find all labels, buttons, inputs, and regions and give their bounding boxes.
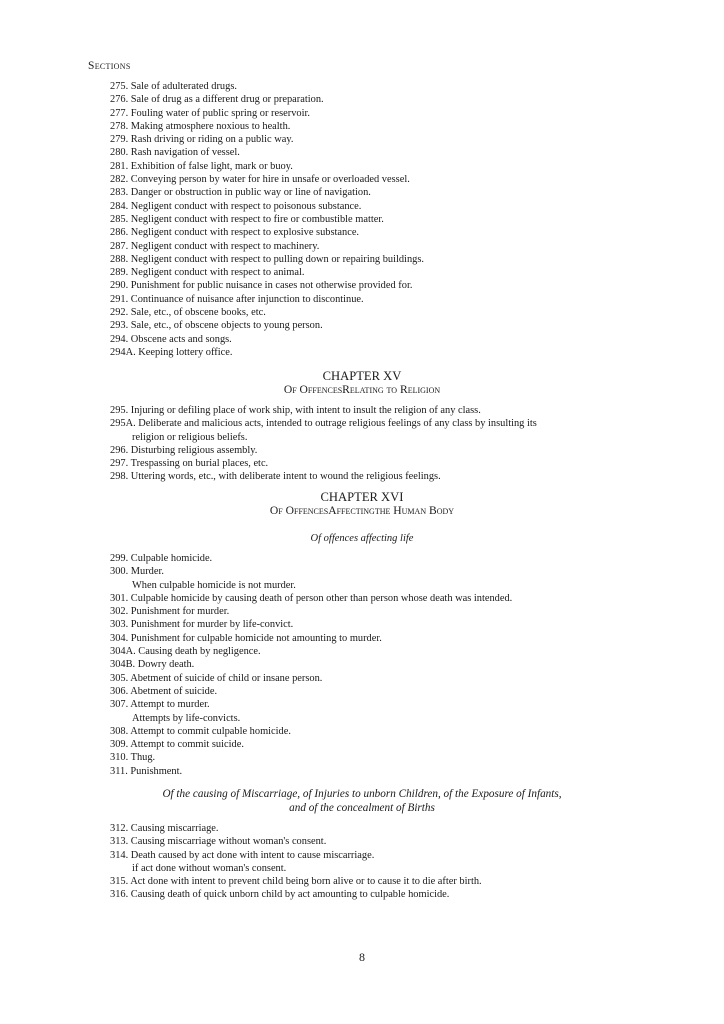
chapter-title: Of OffencesRelating to Religion xyxy=(283,383,441,396)
section-item: 305. Abetment of suicide of child or insane person. xyxy=(110,672,323,684)
section-item: 291. Continuance of nuisance after injunction to discontinue. xyxy=(110,293,364,305)
section-item: 316. Causing death of quick unborn child by act amounting to culpable homicide. xyxy=(110,889,450,901)
section-item: 310. Thug. xyxy=(110,752,156,764)
section-item-continuation: religion or religious beliefs. xyxy=(132,431,248,443)
section-item: 283. Danger or obstruction in public way or line of navigation. xyxy=(110,187,371,199)
section-item-continuation: if act done without woman's consent. xyxy=(132,862,287,874)
chapter-number: CHAPTER XVI xyxy=(320,490,404,504)
section-item-continuation: When culpable homicide is not murder. xyxy=(132,579,296,591)
section-item: 293. Sale, etc., of obscene objects to young person. xyxy=(110,320,323,332)
section-item: 300. Murder. xyxy=(110,566,164,578)
section-item: 276. Sale of drug as a different drug or preparation. xyxy=(110,94,324,106)
section-item: 286. Negligent conduct with respect to explosive substance. xyxy=(110,227,360,239)
section-item: 285. Negligent conduct with respect to fire or combustible matter. xyxy=(110,213,384,225)
section-item: 295A. Deliberate and malicious acts, intended to outrage religious feelings of any class by insulting its xyxy=(110,418,537,430)
section-item: 308. Attempt to commit culpable homicide. xyxy=(110,725,291,737)
section-item: 289. Negligent conduct with respect to animal. xyxy=(110,267,305,279)
section-item: 298. Uttering words, etc., with deliberate intent to wound the religious feelings. xyxy=(110,471,441,483)
section-item: 282. Conveying person by water for hire in unsafe or overloaded vessel. xyxy=(110,174,410,186)
section-item: 314. Death caused by act done with intent to cause miscarriage. xyxy=(110,849,375,861)
section-item: 315. Act done with intent to prevent child being born alive or to cause it to die after birth. xyxy=(110,876,482,888)
section-item: 306. Abetment of suicide. xyxy=(110,685,218,697)
section-item: 279. Rash driving or riding on a public way. xyxy=(110,134,294,146)
chapter-title: Of OffencesAffectingthe Human Body xyxy=(269,504,455,517)
chapter-xv-heading xyxy=(0,369,724,397)
section-item: 312. Causing miscarriage. xyxy=(110,823,219,834)
section-item: 294A. Keeping lottery office. xyxy=(110,346,233,358)
section-list-religion xyxy=(110,404,630,484)
section-item: 304B. Dowry death. xyxy=(110,659,195,671)
section-item: 302. Punishment for murder. xyxy=(110,606,230,618)
section-item: 296. Disturbing religious assembly. xyxy=(110,444,258,456)
section-item: 281. Exhibition of false light, mark or buoy. xyxy=(110,160,293,172)
section-item: 292. Sale, etc., of obscene books, etc. xyxy=(110,307,266,319)
chapter-number: CHAPTER XV xyxy=(322,369,402,383)
section-item: 284. Negligent conduct with respect to poisonous substance. xyxy=(110,200,362,212)
section-item-continuation: Attempts by life-convicts. xyxy=(132,712,241,724)
section-item: 294. Obscene acts and songs. xyxy=(110,333,232,345)
section-list-nuisance xyxy=(110,80,630,359)
section-item: 301. Culpable homicide by causing death of person other than person whose death was intended. xyxy=(110,592,513,604)
section-list-life xyxy=(110,552,630,778)
section-list-miscarriage xyxy=(110,822,630,902)
section-item: 280. Rash navigation of vessel. xyxy=(110,147,240,159)
section-item: 304. Punishment for culpable homicide not amounting to murder. xyxy=(110,632,382,644)
section-item: 309. Attempt to commit suicide. xyxy=(110,739,244,751)
subheading-offences-affecting-life: Of offences affecting life xyxy=(310,533,414,544)
section-item: 290. Punishment for public nuisance in cases not otherwise provided for. xyxy=(110,280,413,292)
page-number: 8 xyxy=(359,950,365,964)
section-item: 287. Negligent conduct with respect to machinery. xyxy=(110,240,320,252)
section-item: 278. Making atmosphere noxious to health. xyxy=(110,120,291,132)
chapter-xvi-heading xyxy=(0,490,724,518)
subheading-line: and of the concealment of Births xyxy=(289,801,435,814)
section-item: 307. Attempt to murder. xyxy=(110,699,210,711)
section-item: 299. Culpable homicide. xyxy=(110,553,213,564)
section-item: 288. Negligent conduct with respect to pulling down or repairing buildings. xyxy=(110,253,424,265)
sections-header: Sections xyxy=(88,60,131,72)
section-item: 295. Injuring or defiling place of work ship, with intent to insult the religion of any class. xyxy=(110,405,481,416)
section-item: 297. Trespassing on burial places, etc. xyxy=(110,458,269,470)
section-item: 311. Punishment. xyxy=(110,765,183,777)
subheading-line: Of the causing of Miscarriage, of Injuries to unborn Children, of the Exposure of Infants, xyxy=(162,788,562,800)
section-item: 313. Causing miscarriage without woman's consent. xyxy=(110,836,327,848)
section-item: 303. Punishment for murder by life-convict. xyxy=(110,619,294,631)
section-item: 275. Sale of adulterated drugs. xyxy=(110,81,237,92)
section-item: 304A. Causing death by negligence. xyxy=(110,646,261,658)
subheading-miscarriage xyxy=(0,788,724,815)
section-item: 277. Fouling water of public spring or reservoir. xyxy=(110,107,310,119)
